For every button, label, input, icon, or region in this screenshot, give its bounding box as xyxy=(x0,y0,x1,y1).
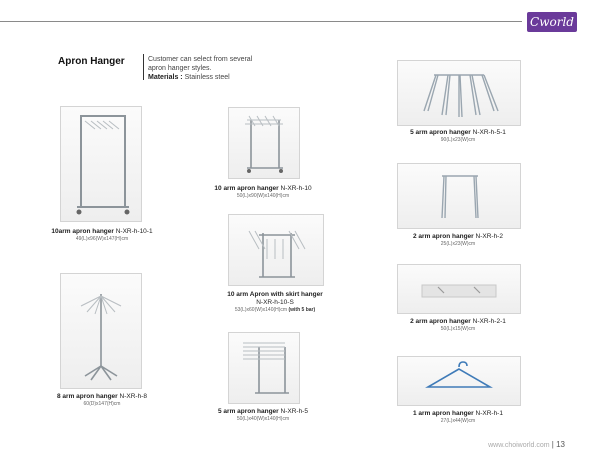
intro-line: Customer can select from several xyxy=(148,56,253,63)
page-footer: www.choiworld.com | 13 xyxy=(488,440,565,449)
product-caption: 10arm apron hanger N-XR-h-10-1 49(L)x96(W)x147(H)cm xyxy=(51,228,153,242)
product-photo-xr-h-10-s xyxy=(228,214,324,286)
brand-logo: Cworld xyxy=(527,12,577,32)
product-caption: 2 arm apron hanger N-XR-h-2 25(L)x23(W)cm xyxy=(413,233,503,247)
product-photo-xr-h-10 xyxy=(228,107,300,179)
materials-line xyxy=(148,73,298,82)
section-intro xyxy=(148,55,298,82)
product-caption: 10 arm apron hanger N-XR-h-10 50(L)x90(W)x140(H)cm xyxy=(214,185,312,199)
product-photo-xr-h-5-1 xyxy=(397,60,521,126)
product-caption: 10 arm Apron with skirt hanger N-XR-h-10-S 53(L)x60(W)x140(H)cm (with 5 bar) xyxy=(227,291,323,313)
page-number: 13 xyxy=(556,440,565,449)
title-divider xyxy=(143,54,144,80)
product-caption: 8 arm apron hanger N-XR-h-8 60(D)x147(H)cm xyxy=(57,393,147,407)
product-photo-xr-h-2-1 xyxy=(397,264,521,314)
section-title: Apron Hanger xyxy=(58,56,125,67)
product-caption: 5 arm apron hanger N-XR-h-5 50(L)x40(W)x140(H)cm xyxy=(218,408,308,422)
product-caption: 1 arm apron hanger N-XR-h-1 27(L)x44(W)cm xyxy=(413,410,503,424)
product-photo-xr-h-5 xyxy=(228,332,300,404)
product-photo-xr-h-2 xyxy=(397,163,521,229)
product-photo-xr-h-8 xyxy=(60,273,142,389)
footer-url: www.choiworld.com xyxy=(488,442,550,449)
intro-line: apron hanger styles. xyxy=(148,65,212,72)
product-photo-xr-h-1 xyxy=(397,356,521,406)
materials-label: Materials : xyxy=(148,74,183,81)
header-rule xyxy=(0,21,522,22)
product-caption: 2 arm apron hanger N-XR-h-2-1 50(L)x15(W)cm xyxy=(410,318,506,332)
product-photo-xr-h-10-1 xyxy=(60,106,142,222)
product-caption: 5 arm apron hanger N-XR-h-5-1 90(L)x23(W)cm xyxy=(410,129,506,143)
materials-value: Stainless steel xyxy=(184,74,230,81)
